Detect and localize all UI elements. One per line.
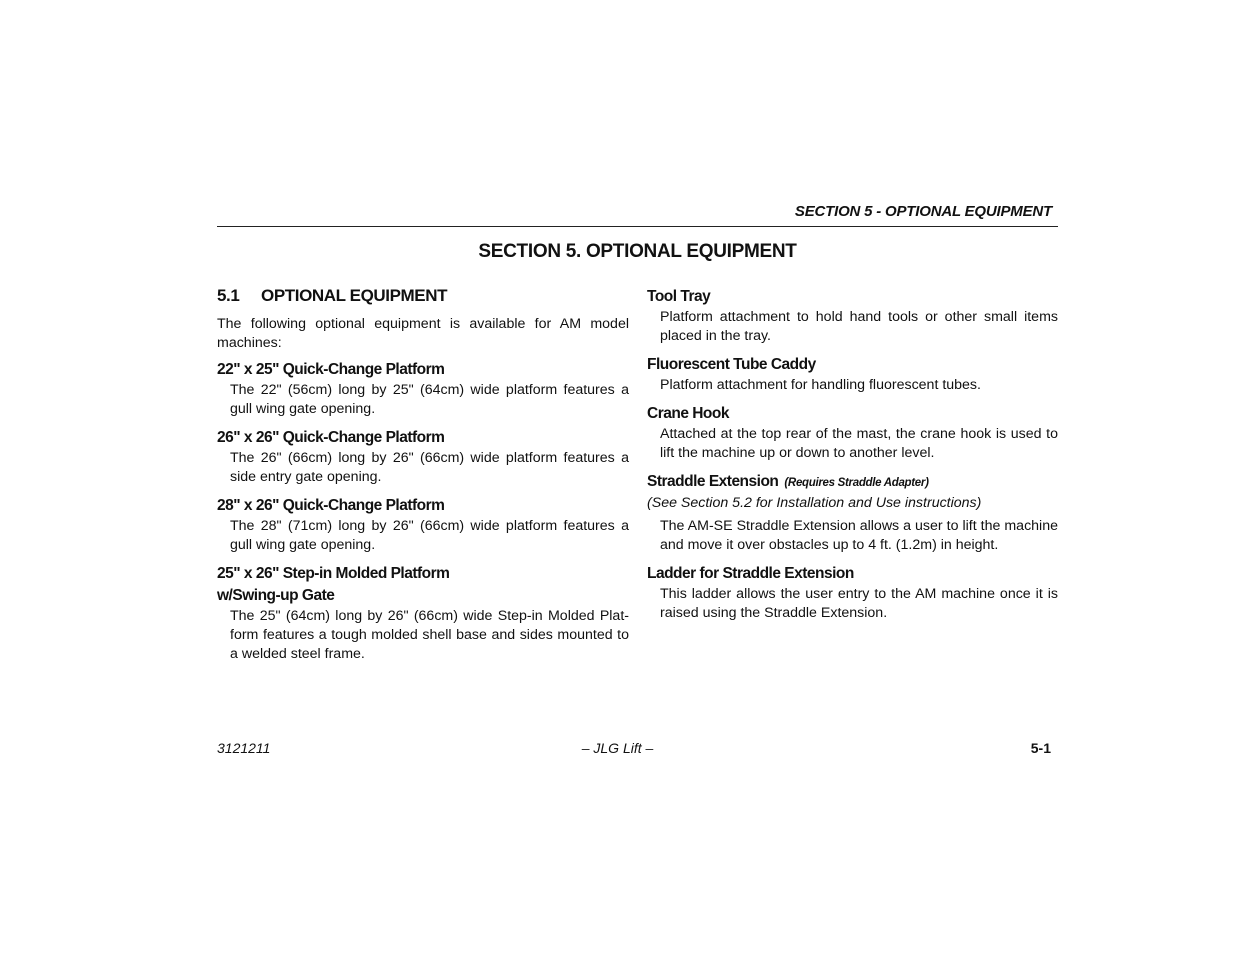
item-heading-platform-22x25: 22" x 25" Quick-Change Platform: [217, 361, 445, 378]
item-heading-ladder: Ladder for Straddle Extension: [647, 565, 854, 582]
item-heading-step-in-platform-line2: w/Swing-up Gate: [217, 587, 335, 604]
item-body-platform-22x25: The 22" (56cm) long by 25" (64cm) wide platform features a gull wing gate opening.: [230, 382, 629, 417]
subsection-heading: [217, 286, 629, 306]
item-heading-crane-hook: Crane Hook: [647, 405, 729, 422]
item-heading-step-in-platform: 25" x 26" Step-in Molded Platform: [217, 565, 450, 582]
subsection-title: OPTIONAL EQUIPMENT: [261, 286, 448, 305]
item-body-platform-28x26: The 28" (71cm) long by 26" (66cm) wide platform features a gull wing gate opening.: [230, 518, 629, 553]
item-heading-straddle-extension: [647, 471, 1058, 494]
item-body-tool-tray: Platform attachment to hold hand tools or other small items placed in the tray.: [660, 309, 1058, 344]
item-heading-platform-28x26: 28" x 26" Quick-Change Platform: [217, 497, 445, 514]
left-column: [217, 286, 629, 664]
section-title: SECTION 5. OPTIONAL EQUIPMENT: [478, 241, 797, 262]
header-divider: [217, 226, 1058, 227]
item-heading-tool-tray: Tool Tray: [647, 288, 711, 305]
item-body-ladder: This ladder allows the user entry to the AM machine once it is raised using the Straddle Extension.: [660, 586, 1058, 621]
item-body-tube-caddy: Platform attachment for handling fluorescent tubes.: [660, 377, 981, 393]
running-header: SECTION 5 - OPTIONAL EQUIPMENT: [794, 203, 1052, 220]
straddle-extension-title: Straddle Extension: [647, 473, 779, 490]
item-heading-platform-26x26: 26" x 26" Quick-Change Platform: [217, 429, 445, 446]
footer-doc-number: 3121211: [217, 740, 271, 756]
item-body-step-in-platform: The 25" (64cm) long by 26" (66cm) wide Step-in Molded Plat-form features a tough molded shell base and sides mounted to a welded steel frame.: [230, 608, 629, 662]
footer-publisher: – JLG Lift –: [581, 740, 654, 756]
footer-page-number: 5-1: [1030, 740, 1051, 756]
intro-paragraph: The following optional equipment is available for AM model machines:: [217, 316, 629, 351]
item-body-crane-hook: Attached at the top rear of the mast, the crane hook is used to lift the machine up or down to another level.: [660, 426, 1058, 461]
straddle-extension-reference: (See Section 5.2 for Installation and Use instructions): [647, 495, 982, 511]
item-body-platform-26x26: The 26" (66cm) long by 26" (66cm) wide platform features a side entry gate opening.: [230, 450, 629, 485]
item-heading-tube-caddy: Fluorescent Tube Caddy: [647, 356, 816, 373]
item-body-straddle-extension: The AM-SE Straddle Extension allows a user to lift the machine and move it over obstacles up to 4 ft. (1.2m) in height.: [660, 518, 1058, 553]
right-column: [647, 286, 1058, 623]
straddle-extension-note: (Requires Straddle Adapter): [784, 477, 929, 489]
subsection-number: 5.1: [217, 286, 240, 305]
